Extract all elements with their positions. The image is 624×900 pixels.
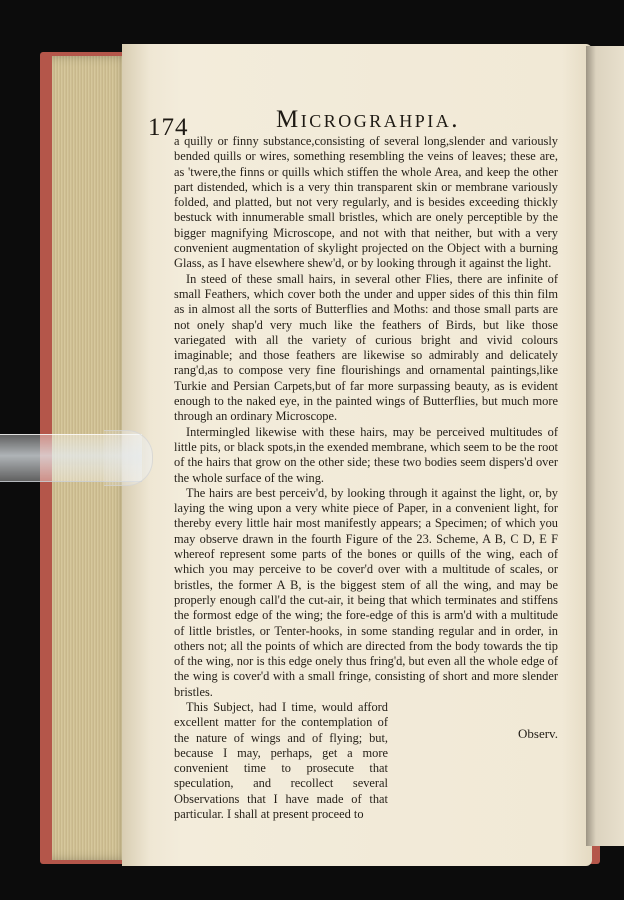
body-text (174, 134, 558, 822)
paragraph-3: Intermingled likewise with these hairs, may be perceived multitudes of little pits, or black spots,in the exended membrane, which seem to be the root of the hairs that grow on the other side; these two bodies seem dispers'd over the whole surface of the wing. (174, 424, 558, 485)
paragraph-2: In steed of these small hairs, in several other Flies, there are infinite of small Feathers, which cover both the under and upper sides of this thin film as in almost all the sorts of Butterflies and Moths: and those small parts are not onely shap'd very much like the feathers of Birds, but like those variegated with all the variety of curious bright and vivid colours imaginable; and those feathers are likewise so admirably and delicately rang'd,as to compose very fine flourishings and ornamental paintings,like Turkie and Persian Carpets,but of far more surpassing beauty, as is evident enough to the naked eye, in the painted wings of Butterflies, but much more through an ordinary Microscope. (174, 271, 558, 424)
paragraph-1: a quilly or finny substance,consisting of several long,slender and variously bended quills or wires, something resembling the veins of leaves; these are, as 'twere,the finns or quills which stiffen the whole Area, and keep the other part distended, which is a very thin transparent skin or membrane variously folded, and platted, but not very regularly, and is besides exceeding thickly bestuck with innumerable small bristles, which are onely perceptible by the bigger magnifying Microscope, and not with that neither, but with a very convenient augmentation of skylight projected on the Object with a burning Glass, as I have elsewhere shew'd, or by looking through it against the light. (174, 134, 558, 271)
page-number: 174 (148, 114, 189, 141)
paragraph-5: This Subject, had I time, would afford excellent matter for the contemplation of the nature of wings and of flying; but, because I may, perhaps, get a more convenient time to prosecute that speculation, and recollect several Observations that I have made of that particular. I shall at present proceed to (174, 699, 388, 822)
running-head: Micrograhpia. (276, 106, 460, 133)
bookmark-strip-end (104, 430, 153, 486)
paragraph-4: The hairs are best perceiv'd, by looking through it against the light, or, by laying the wing upon a very white piece of Paper, in a convenient light, for thereby every little hair most manifestly appears; a Specimen; of which you may observe drawn in the fourth Figure of the 23. Scheme, A B, C D, E F whereof represent some parts of the bones or quills of the wing, each of which you may perceive to be cover'd over with a multitude of scales, or bristles, the former A B, is the biggest stem of all the wing, and may be properly enough call'd the cut-air, it being that which terminates and stiffens the formost edge of the wing; the fore-edge of this is arm'd with a multitude of little bristles, or Tenter-hooks, in some standing regular and in order, in others not; all the points of which are directed from the body towards the tip of the wing, nor is this edge onely thus fring'd, but even all the whole edge of the wing is cover'd with a small fringe, consisting of short and more slender bristles. (174, 485, 558, 699)
facing-page-edge (586, 46, 624, 846)
catchword: Observ. (518, 726, 558, 741)
